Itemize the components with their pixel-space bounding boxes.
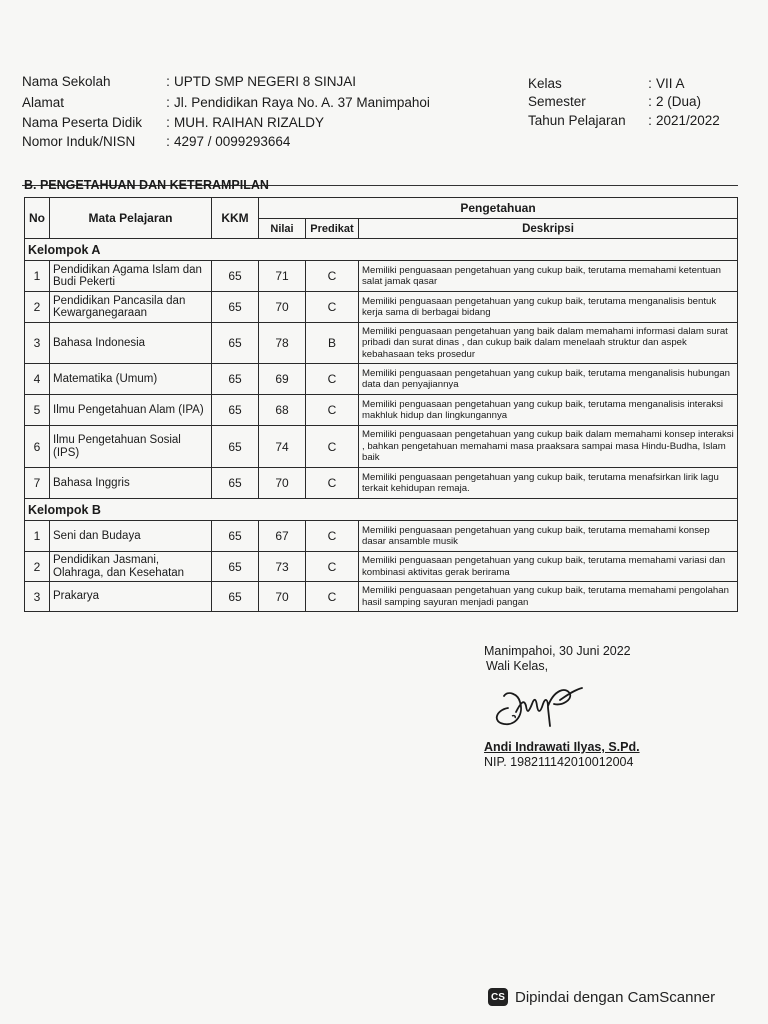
row-number: 6 [25,426,50,468]
table-row [25,395,738,426]
student-name-label: Nama Peserta Didik [22,115,143,130]
school-year-value: 2021/2022 [656,113,720,128]
table-row [25,468,738,499]
camscanner-logo-icon: CS [488,988,508,1006]
kkm-value: 65 [212,468,259,499]
nilai-value: 74 [259,426,306,468]
table-row [25,552,738,582]
address-value: Jl. Pendidikan Raya No. A. 37 Manimpahoi [174,95,430,110]
nilai-value: 70 [259,292,306,323]
semester-value: 2 (Dua) [656,94,702,109]
table-row [25,521,738,552]
school-name-value: UPTD SMP NEGERI 8 SINJAI [174,74,357,89]
nilai-value: 67 [259,521,306,552]
col-header-pengetahuan: Pengetahuan [259,198,738,219]
address-label: Alamat [22,95,65,110]
row-number: 1 [25,521,50,552]
deskripsi-text: Memiliki penguasaan pengetahuan yang cukup baik, terutama menganalisis bentuk kerja sama di berbagai bidang [359,292,738,323]
kkm-value: 65 [212,364,259,395]
deskripsi-text: Memiliki penguasaan pengetahuan yang cukup baik, terutama menafsirkan lirik lagu terkait kehidupan remaja. [359,468,738,499]
kkm-value: 65 [212,426,259,468]
table-row [25,426,738,468]
subject-name: Bahasa Indonesia [50,323,212,364]
class-row: Kelas : VII A [528,76,685,91]
col-header-predikat: Predikat [306,219,359,239]
row-number: 1 [25,261,50,292]
nilai-value: 70 [259,468,306,499]
nilai-value: 68 [259,395,306,426]
predikat-value: B [306,323,359,364]
kkm-value: 65 [212,552,259,582]
table-header-row [25,198,738,219]
deskripsi-text: Memiliki penguasaan pengetahuan yang cukup baik, terutama menganalisis interaksi makhluk hidup dan lingkungannya [359,395,738,426]
deskripsi-text: Memiliki penguasaan pengetahuan yang cukup baik, terutama memahami ketentuan salat jamak qasar [359,261,738,292]
deskripsi-text: Memiliki penguasaan pengetahuan yang cukup baik, terutama menganalisis hubungan data dan penyajiannya [359,364,738,395]
school-year-label: Tahun Pelajaran [528,113,626,128]
deskripsi-text: Memiliki penguasaan pengetahuan yang cukup baik, terutama memahami variasi dan kombinasi aktivitas gerak berirama [359,552,738,582]
address-row: Alamat : Jl. Pendidikan Raya No. A. 37 Manimpahoi [22,95,430,110]
row-number: 3 [25,323,50,364]
col-header-subject: Mata Pelajaran [50,198,212,239]
subject-name: Matematika (Umum) [50,364,212,395]
predikat-value: C [306,521,359,552]
kkm-value: 65 [212,521,259,552]
subject-name: Ilmu Pengetahuan Sosial (IPS) [50,426,212,468]
subject-name: Pendidikan Jasmani, Olahraga, dan Kesehatan [50,552,212,582]
group-name: Kelompok A [25,239,738,261]
class-value: VII A [656,76,685,91]
deskripsi-text: Memiliki penguasaan pengetahuan yang cukup baik, terutama memahami pengolahan hasil samping sayuran menjadi pangan [359,582,738,612]
nilai-value: 78 [259,323,306,364]
predikat-value: C [306,261,359,292]
predikat-value: C [306,364,359,395]
kkm-value: 65 [212,292,259,323]
nisn-value: 4297 / 0099293664 [174,134,291,149]
student-name-row: Nama Peserta Didik : MUH. RAIHAN RIZALDY [22,115,325,130]
group-name: Kelompok B [25,499,738,521]
camscanner-text: Dipindai dengan CamScanner [515,988,716,1006]
subject-name: Prakarya [50,582,212,612]
deskripsi-text: Memiliki penguasaan pengetahuan yang cukup baik dalam memahami konsep interaksi , bahkan pengetahuan memahami masa praaksara sampai masa Hindu-Budha, Islam baik [359,426,738,468]
row-number: 2 [25,292,50,323]
school-name-label: Nama Sekolah [22,74,111,89]
nisn-row: Nomor Induk/NISN : 4297 / 0099293664 [22,134,291,149]
table-row [25,261,738,292]
row-number: 3 [25,582,50,612]
kkm-value: 65 [212,395,259,426]
predikat-value: C [306,582,359,612]
subject-name: Ilmu Pengetahuan Alam (IPA) [50,395,212,426]
school-name-row: Nama Sekolah : UPTD SMP NEGERI 8 SINJAI [22,74,357,89]
nisn-label: Nomor Induk/NISN [22,134,136,149]
kkm-value: 65 [212,261,259,292]
handwritten-signature [490,676,590,730]
section-title: B. PENGETAHUAN DAN KETERAMPILAN [24,178,269,192]
subject-name: Seni dan Budaya [50,521,212,552]
school-year-row: Tahun Pelajaran : 2021/2022 [528,113,720,128]
table-row [25,582,738,612]
deskripsi-text: Memiliki penguasaan pengetahuan yang cukup baik, terutama memahami konsep dasar ansamble musik [359,521,738,552]
predikat-value: C [306,552,359,582]
group-row [25,499,738,521]
subject-name: Bahasa Inggris [50,468,212,499]
table-row [25,323,738,364]
nilai-value: 71 [259,261,306,292]
col-header-nilai: Nilai [259,219,306,239]
kkm-value: 65 [212,323,259,364]
row-number: 4 [25,364,50,395]
predikat-value: C [306,468,359,499]
predikat-value: C [306,426,359,468]
nilai-value: 69 [259,364,306,395]
student-name-value: MUH. RAIHAN RIZALDY [174,115,325,130]
col-header-kkm: KKM [212,198,259,239]
group-row [25,239,738,261]
signer-role: Wali Kelas, [486,659,549,673]
camscanner-watermark [488,988,715,1006]
col-header-deskripsi: Deskripsi [359,219,738,239]
nilai-value: 73 [259,552,306,582]
predikat-value: C [306,292,359,323]
semester-row: Semester : 2 (Dua) [528,94,702,109]
nilai-value: 70 [259,582,306,612]
table-row [25,292,738,323]
row-number: 2 [25,552,50,582]
predikat-value: C [306,395,359,426]
signer-name: Andi Indrawati Ilyas, S.Pd. [484,740,640,754]
subject-name: Pendidikan Agama Islam dan Budi Pekerti [50,261,212,292]
subject-name: Pendidikan Pancasila dan Kewarganegaraan [50,292,212,323]
semester-label: Semester [528,94,586,109]
place-date: Manimpahoi, 30 Juni 2022 [484,644,631,658]
deskripsi-text: Memiliki penguasaan pengetahuan yang baik dalam memahami informasi dalam surat pribadi dan surat dinas , dan cukup baik dalam menelaah struktur dan aspek kebahasaan teks prosedur [359,323,738,364]
signer-nip: NIP. 198211142010012004 [484,755,634,769]
table-row [25,364,738,395]
col-header-no: No [25,198,50,239]
class-label: Kelas [528,76,562,91]
row-number: 5 [25,395,50,426]
row-number: 7 [25,468,50,499]
grades-table [24,197,738,612]
kkm-value: 65 [212,582,259,612]
